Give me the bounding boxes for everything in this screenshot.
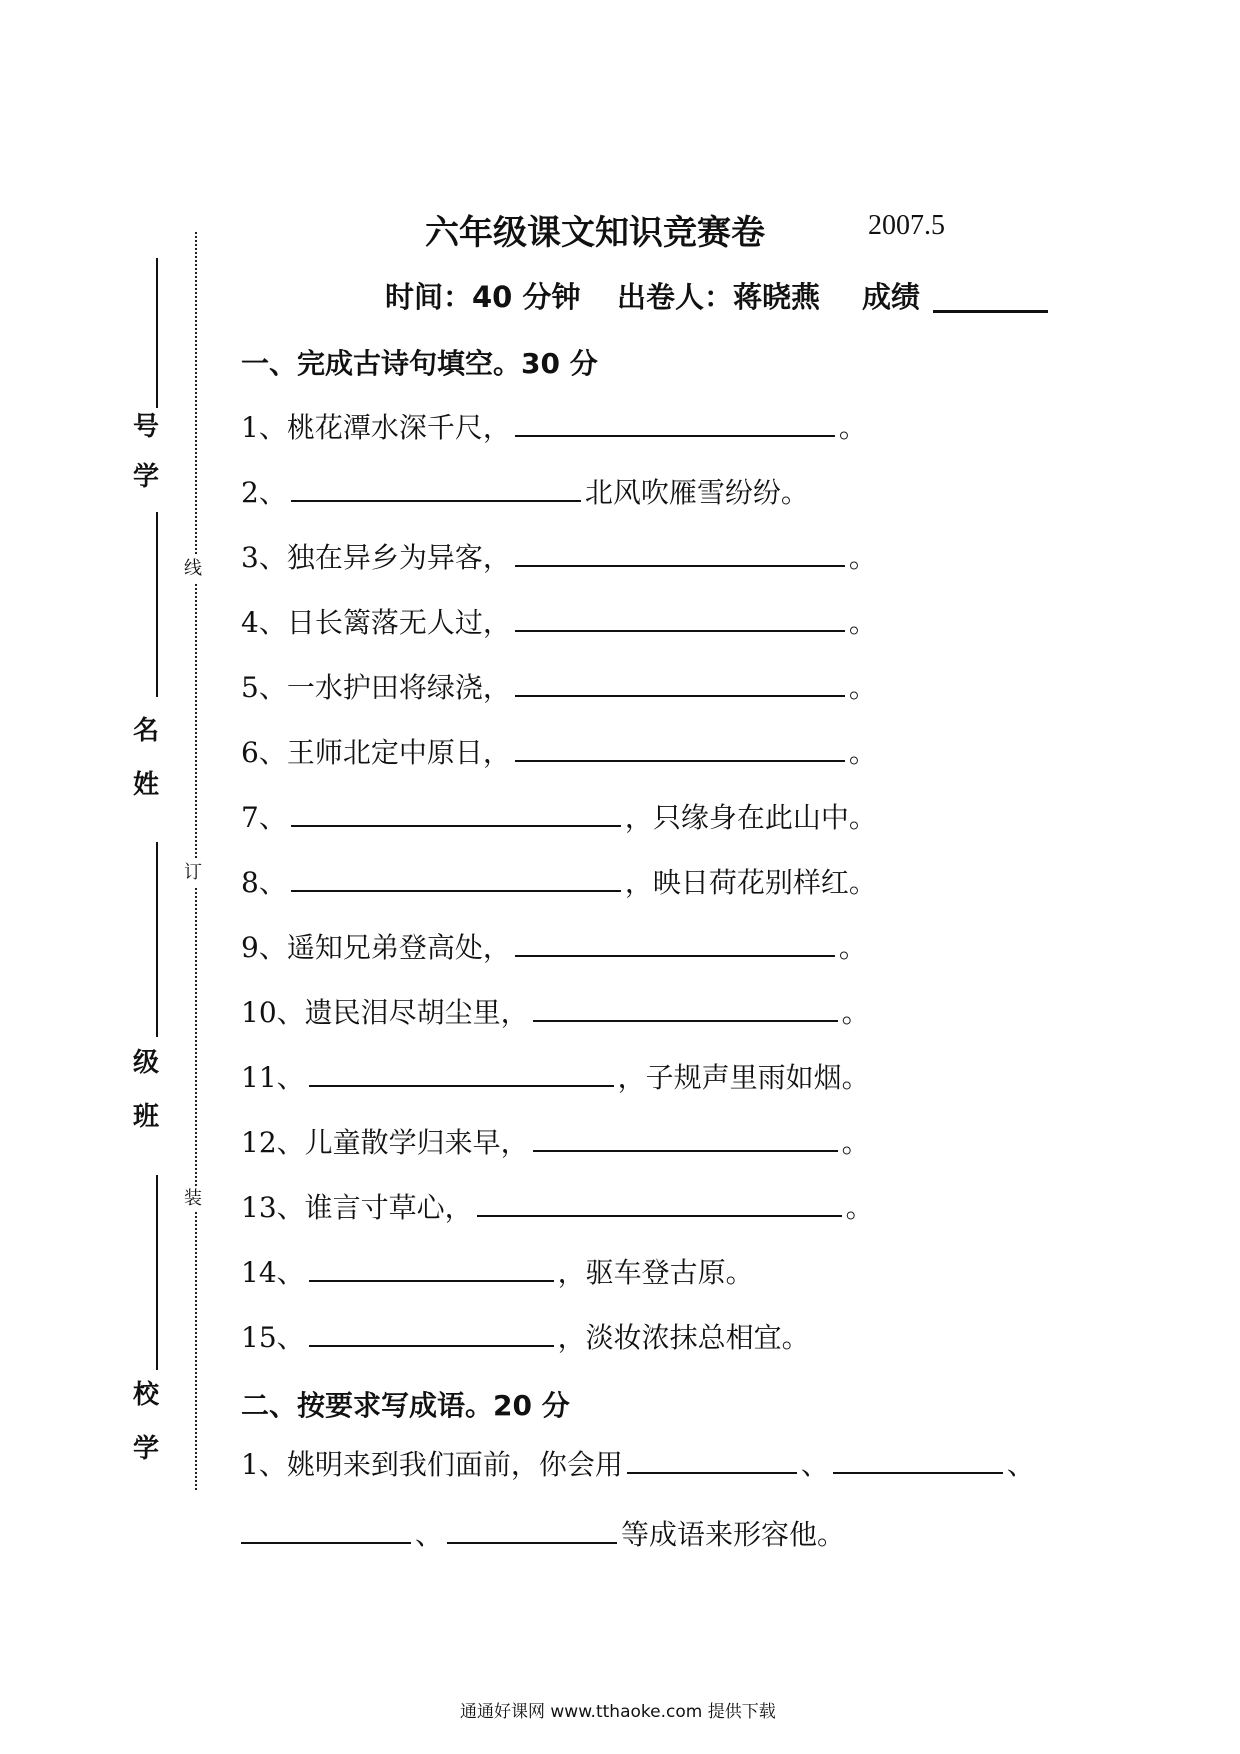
poem-item-suffix: 。 xyxy=(841,1126,870,1159)
student-no-field-line[interactable] xyxy=(156,258,158,408)
poem-answer-blank[interactable] xyxy=(309,1055,614,1087)
poem-item-1 xyxy=(241,405,867,445)
poem-item-prompt: 王师北定中原日， xyxy=(286,736,511,769)
poem-item-suffix: 。 xyxy=(848,671,877,704)
poem-item-12 xyxy=(241,1120,870,1160)
poem-answer-blank[interactable] xyxy=(533,990,838,1022)
idiom-blank-3[interactable] xyxy=(241,1512,411,1544)
idiom-separator: 、 xyxy=(415,1518,444,1551)
poem-item-prompt: 一水护田将绿浇， xyxy=(286,671,511,704)
poem-item-suffix: 。 xyxy=(848,606,877,639)
poem-item-number: 3、 xyxy=(241,541,287,574)
poem-item-prompt: 谁言寸草心， xyxy=(304,1191,473,1224)
poem-answer-blank[interactable] xyxy=(291,860,621,892)
poem-item-6 xyxy=(241,730,877,770)
poem-answer-blank[interactable] xyxy=(291,795,621,827)
poem-answer-blank[interactable] xyxy=(515,665,845,697)
binding-mark-bind: 装 xyxy=(184,1186,202,1212)
poem-item-number: 13、 xyxy=(241,1191,305,1224)
poem-item-prompt: 日长篱落无人过， xyxy=(286,606,511,639)
poem-item-suffix: 。 xyxy=(841,996,870,1029)
author-label: 出卷人：蒋晓燕 xyxy=(617,280,821,314)
poem-item-number: 11、 xyxy=(241,1061,305,1094)
poem-item-suffix: 。 xyxy=(848,736,877,769)
poem-answer-blank[interactable] xyxy=(515,535,845,567)
idiom-separator: 、 xyxy=(800,1448,829,1481)
section-2-heading: 二、按要求写成语。20 分 xyxy=(241,1389,570,1422)
poem-item-number: 8、 xyxy=(241,866,287,899)
class-field-line[interactable] xyxy=(156,842,158,1037)
poem-item-prompt: 独在异乡为异客， xyxy=(286,541,511,574)
score-field[interactable] xyxy=(933,310,1048,313)
time-label: 时间：40 分钟 xyxy=(385,280,581,314)
poem-item-number: 4、 xyxy=(241,606,287,639)
exam-date: 2007.5 xyxy=(868,210,945,241)
poem-item-suffix: ，只缘身在此山中。 xyxy=(624,801,877,834)
poem-answer-blank[interactable] xyxy=(291,470,581,502)
school-label-1: 校 xyxy=(132,1380,159,1410)
poem-item-suffix: ，映日荷花别样红。 xyxy=(624,866,877,899)
idiom-blank-1[interactable] xyxy=(627,1442,797,1474)
poem-answer-blank[interactable] xyxy=(533,1120,838,1152)
poem-item-number: 9、 xyxy=(241,931,287,964)
name-label-0: 姓 xyxy=(132,770,159,800)
poem-item-10 xyxy=(241,990,870,1030)
poem-item-suffix: ，淡妆浓抹总相宜。 xyxy=(557,1321,810,1354)
school-field-line[interactable] xyxy=(156,1175,158,1370)
poem-answer-blank[interactable] xyxy=(309,1250,554,1282)
poem-item-number: 14、 xyxy=(241,1256,305,1289)
poem-item-7 xyxy=(241,795,877,835)
poem-answer-blank[interactable] xyxy=(515,600,845,632)
poem-item-suffix: 。 xyxy=(838,411,867,444)
idiom-question-line-1 xyxy=(241,1442,1035,1482)
page-title: 六年级课文知识竞赛卷 xyxy=(425,213,765,253)
class-label-1: 级 xyxy=(132,1048,159,1078)
poem-item-suffix: 。 xyxy=(845,1191,874,1224)
class-label-0: 班 xyxy=(132,1102,159,1132)
idiom-separator: 、 xyxy=(1006,1448,1035,1481)
poem-item-number: 2、 xyxy=(241,476,287,509)
school-label-0: 学 xyxy=(132,1434,159,1464)
poem-item-suffix: ，驱车登古原。 xyxy=(557,1256,754,1289)
poem-answer-blank[interactable] xyxy=(477,1185,842,1217)
idiom-question-text: 1、姚明来到我们面前，你会用 xyxy=(241,1448,623,1481)
poem-item-number: 6、 xyxy=(241,736,287,769)
poem-item-number: 10、 xyxy=(241,996,305,1029)
name-field-line[interactable] xyxy=(156,512,158,697)
poem-item-prompt: 桃花潭水深千尺， xyxy=(286,411,511,444)
poem-answer-blank[interactable] xyxy=(515,925,835,957)
poem-item-2 xyxy=(241,470,809,510)
poem-item-prompt: 儿童散学归来早， xyxy=(304,1126,529,1159)
poem-item-number: 1、 xyxy=(241,411,287,444)
poem-item-5 xyxy=(241,665,877,705)
poem-item-15 xyxy=(241,1315,810,1355)
poem-item-suffix: ，子规声里雨如烟。 xyxy=(617,1061,870,1094)
student-no-label-1: 号 xyxy=(132,412,159,442)
poem-item-suffix: 。 xyxy=(848,541,877,574)
poem-item-14 xyxy=(241,1250,754,1290)
idiom-blank-4[interactable] xyxy=(447,1512,617,1544)
poem-item-suffix: 。 xyxy=(838,931,867,964)
poem-answer-blank[interactable] xyxy=(515,730,845,762)
student-no-label-0: 学 xyxy=(132,462,159,492)
poem-item-3 xyxy=(241,535,877,575)
poem-item-number: 12、 xyxy=(241,1126,305,1159)
poem-item-number: 7、 xyxy=(241,801,287,834)
binding-mark-line: 线 xyxy=(184,556,202,582)
poem-item-8 xyxy=(241,860,877,900)
idiom-blank-2[interactable] xyxy=(833,1442,1003,1474)
poem-item-13 xyxy=(241,1185,874,1225)
poem-item-9 xyxy=(241,925,867,965)
poem-answer-blank[interactable] xyxy=(515,405,835,437)
poem-item-number: 15、 xyxy=(241,1321,305,1354)
poem-answer-blank[interactable] xyxy=(309,1315,554,1347)
footer-source: 通通好课网 www.tthaoke.com 提供下载 xyxy=(460,1702,776,1722)
section-1-heading: 一、完成古诗句填空。30 分 xyxy=(241,347,598,380)
poem-item-prompt: 遥知兄弟登高处， xyxy=(286,931,511,964)
poem-item-11 xyxy=(241,1055,870,1095)
name-label-1: 名 xyxy=(132,716,159,746)
poem-item-4 xyxy=(241,600,877,640)
poem-item-number: 5、 xyxy=(241,671,287,704)
poem-item-prompt: 遗民泪尽胡尘里， xyxy=(304,996,529,1029)
poem-item-suffix: 北风吹雁雪纷纷。 xyxy=(584,476,809,509)
binding-mark-order: 订 xyxy=(184,860,202,886)
idiom-question-end: 等成语来形容他。 xyxy=(621,1518,846,1551)
score-label: 成绩 xyxy=(862,280,921,314)
idiom-question-line-2 xyxy=(241,1512,845,1552)
